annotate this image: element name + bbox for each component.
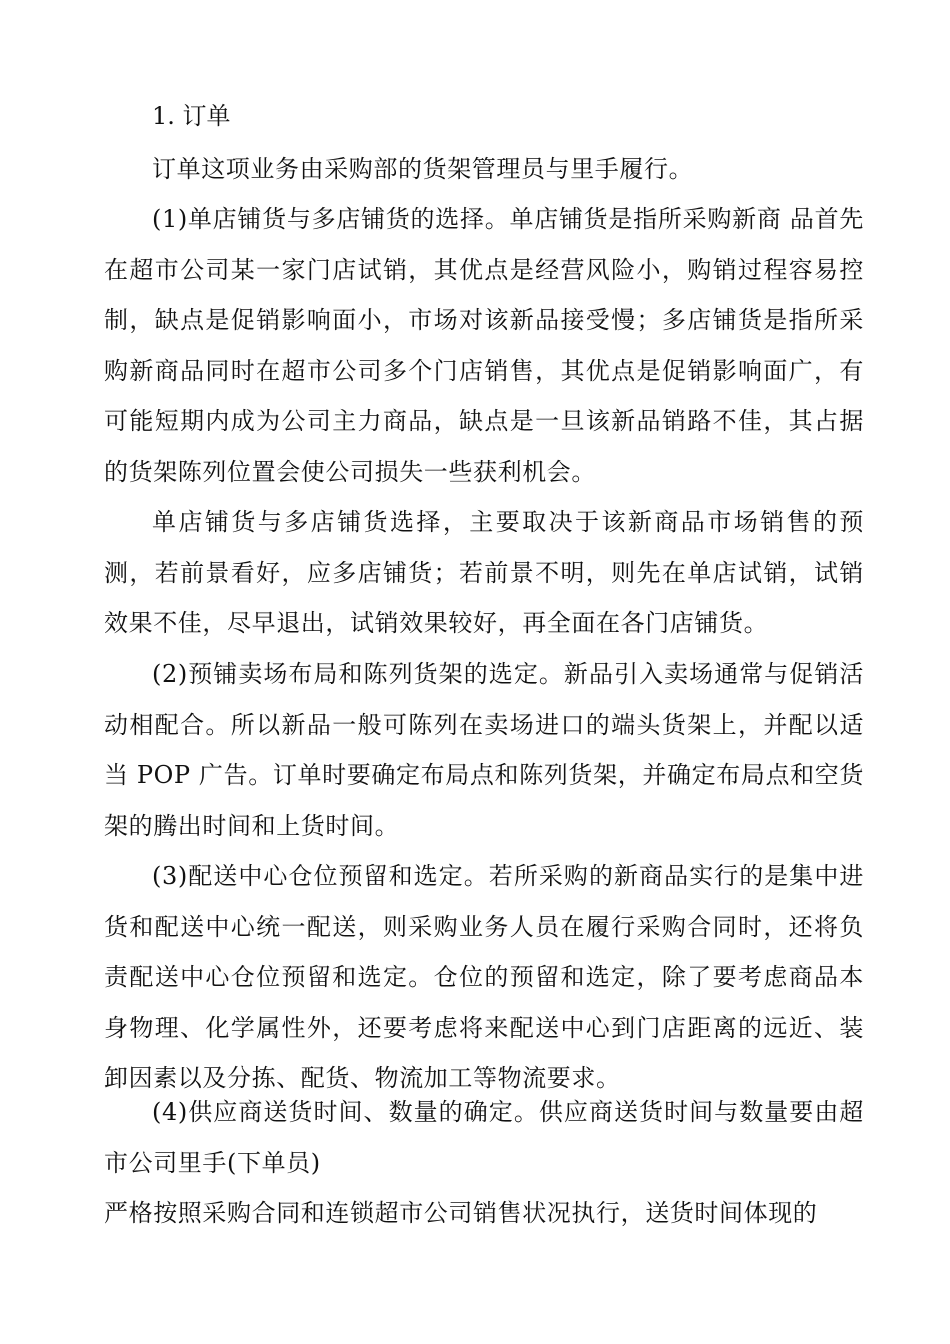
paragraph-shelf-layout: (2)预铺卖场布局和陈列货架的选定。新品引入卖场通常与促销活动相配合。所以新品一般可陈列在卖场进口的端头货架上，并配以适当 POP 广告。订单时要确定布局点和陈列货架，并确定布局点和空货架的腾出时间和上货时间。 (104, 660, 864, 840)
paragraph-intro: 订单这项业务由采购部的货架管理员与里手履行。 (152, 155, 694, 183)
paragraph-warehouse-slot: (3)配送中心仓位预留和选定。若所采购的新商品实行的是集中进货和配送中心统一配送，则采购业务人员在履行采购合同时，还将负责配送中心仓位预留和选定。仓位的预留和选定，除了要考虑商品本身物理、化学属性外，还要考虑将来配送中心到门店距离的远近、装卸因素以及分拣、配货、物流加工等物流要求。 (104, 862, 864, 1092)
section-heading: 1. 订单 (152, 102, 231, 130)
paragraph-store-choice: (1)单店铺货与多店铺货的选择。单店铺货是指所采购新商 品首先在超市公司某一家门店试销，其优点是经营风险小，购销过程容易控制，缺点是促销影响面小，市场对该新品接受慢；多店铺货是指所采购新商品同时在超市公司多个门店销售，其优点是促销影响面广，有可能短期内成为公司主力商品，缺点是一旦该新品销路不佳，其占据的货架陈列位置会使公司损失一些获利机会。 (104, 205, 864, 486)
paragraph-delivery-continued: 严格按照采购合同和连锁超市公司销售状况执行，送货时间体现的 (104, 1199, 818, 1227)
paragraph-store-choice-basis: 单店铺货与多店铺货选择，主要取决于该新商品市场销售的预测，若前景看好，应多店铺货；若前景不明，则先在单店试销，试销效果不佳，尽早退出，试销效果较好，再全面在各门店铺货。 (104, 508, 864, 637)
paragraph-delivery-schedule: (4)供应商送货时间、数量的确定。供应商送货时间与数量要由超市公司里手(下单员) (104, 1098, 864, 1177)
